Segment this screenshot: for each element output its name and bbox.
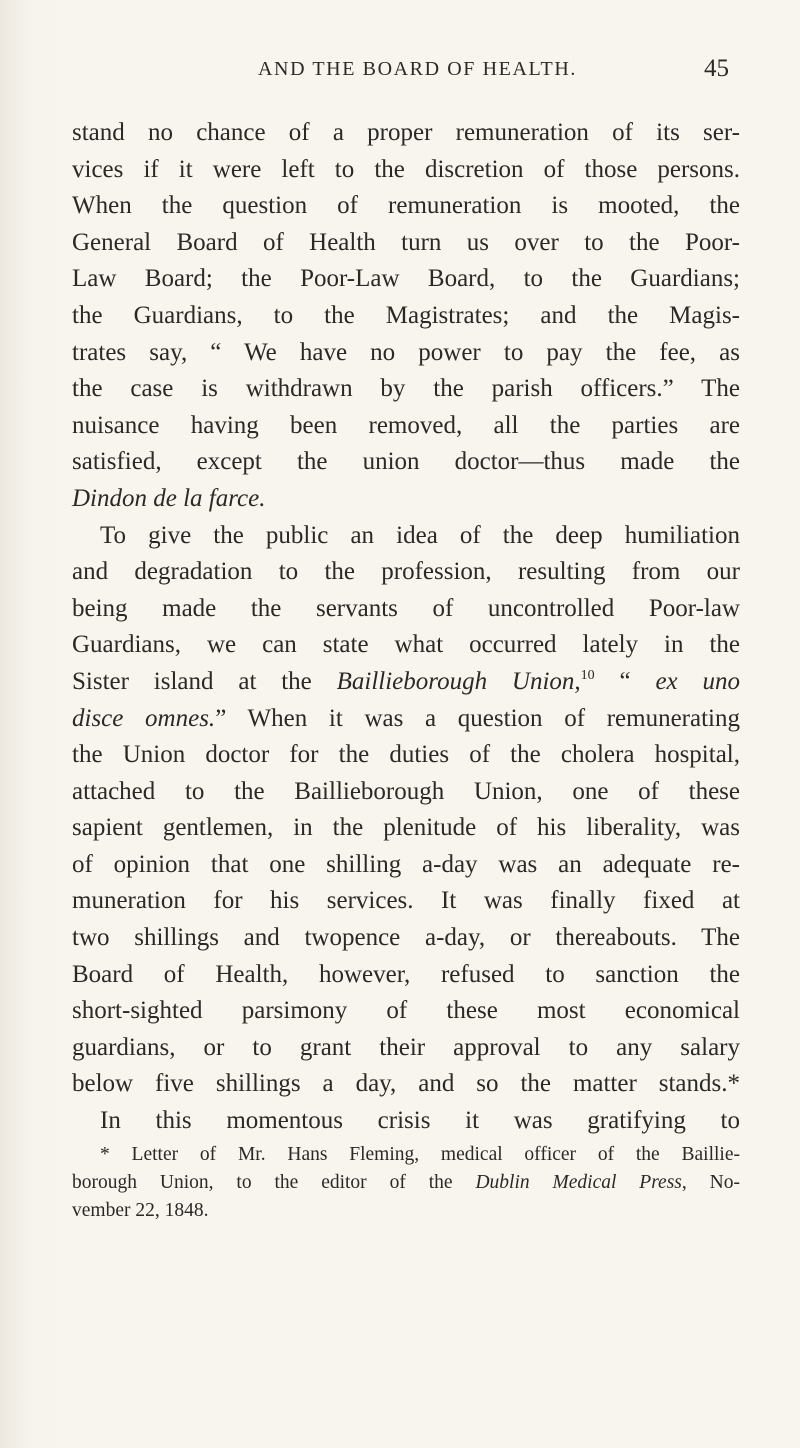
text-line: To give the public an idea of the deep humiliation [100,521,740,549]
text-line: nuisance having been removed, all the parties are [72,411,740,439]
text-line: trates say, “ We have no power to pay the fee, as [72,338,740,366]
footnote [72,1141,740,1225]
text-line: guardians, or to grant their approval to any salary [72,1033,740,1061]
footnote-line [72,1169,740,1197]
text-line: Guardians, we can state what occurred lately in the [72,631,740,659]
text-line: and degradation to the profession, resulting from our [72,558,740,586]
page-number: 45 [704,55,729,82]
text-line: being made the servants of uncontrolled Poor-law [72,594,740,622]
text-line: Board of Health, however, refused to sanction the [72,960,740,988]
text-line: the Union doctor for the duties of the cholera hospital, [72,741,740,769]
text-run: Sister island at the [72,667,337,695]
text-run: ” When it was a question of remunerating [215,704,740,732]
text-line [72,664,740,701]
italic-phrase: Dindon de la farce. [72,484,266,512]
text-line: stand no chance of a proper remuneration of its ser- [72,119,740,146]
text-line: below five shillings a day, and so the matter stands.* [72,1070,740,1098]
text-line: sapient gentlemen, in the plenitude of his liberality, was [72,814,740,842]
text-line: two shillings and twopence a-day, or thereabouts. The [72,924,740,952]
italic-phrase: ex uno [655,667,740,695]
text-line: short-sighted parsimony of these most economical [72,997,740,1025]
text-line: In this momentous crisis it was gratifying to [100,1107,740,1135]
italic-phrase: Dublin Medical Press [475,1172,682,1193]
text-line: satisfied, except the union doctor—thus made the [72,448,740,476]
footnote-line: vember 22, 1848. [72,1200,209,1221]
body-text [72,115,740,1140]
text-line-italic [72,481,740,518]
text-line: When the question of remuneration is mooted, the [72,192,740,220]
text-line: the case is withdrawn by the parish officers.” The [72,375,740,403]
text-run: borough Union, to the editor of the [72,1172,476,1193]
text-line: General Board of Health turn us over to the Poor- [72,228,740,256]
italic-phrase: disce omnes. [72,704,216,732]
text-line: vices if it were left to the discretion of those persons. [72,155,740,183]
text-line: of opinion that one shilling a-day was an adequate re- [72,850,740,878]
footnote-line: * Letter of Mr. Hans Fleming, medical officer of the Baillie- [100,1144,740,1165]
text-line: muneration for his services. It was finally fixed at [72,887,740,915]
text-line: Law Board; the Poor-Law Board, to the Guardians; [72,265,740,293]
running-head [0,55,800,88]
text-run: , No- [681,1172,741,1193]
italic-phrase: Baillieborough Union, [336,667,581,695]
text-line: the Guardians, to the Magistrates; and the Magis- [72,301,740,329]
footnote-ref: 10 [580,667,595,683]
running-title: AND THE BOARD OF HEALTH. [258,58,577,80]
text-run: “ [594,667,656,695]
text-line [72,701,740,738]
text-line: attached to the Baillieborough Union, one of these [72,777,740,805]
